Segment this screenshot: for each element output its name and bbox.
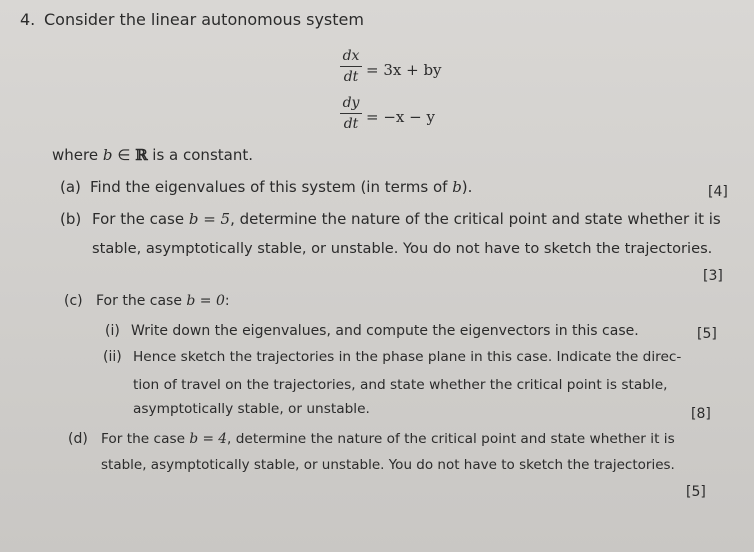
part-c-end: : [224, 293, 230, 309]
part-a-marks: [4] [708, 184, 728, 200]
part-b-text1a: For the case [92, 210, 189, 228]
part-b-label: (b) [60, 210, 82, 228]
part-a-text [90, 178, 472, 196]
eq2-fraction-bar [340, 113, 362, 114]
part-d-line2: stable, asymptotically stable, or unstable. You do not have to sketch the trajectories. [101, 457, 675, 473]
part-d-text1a: For the case [101, 431, 190, 447]
part-cii-line3: asymptotically stable, or unstable. [133, 401, 370, 417]
eq2-rhs: = −x − y [366, 108, 435, 126]
part-d-eq: b = 4 [189, 431, 228, 447]
eq1-fraction-bar [340, 66, 362, 67]
where-post: is a constant. [147, 146, 253, 164]
part-cii-line1: Hence sketch the trajectories in the phase plane in this case. Indicate the direc- [133, 349, 682, 365]
where-mid: ∈ [112, 146, 136, 164]
part-a-label: (a) [60, 178, 81, 196]
part-d-text1b: , determine the nature of the critical point and state whether it is [227, 431, 675, 447]
part-b-marks: [3] [703, 268, 723, 284]
part-b-line1 [92, 210, 721, 228]
question-intro: Consider the linear autonomous system [44, 10, 364, 29]
part-b-eq: b = 5 [188, 210, 231, 228]
part-c-eq: b = 0 [186, 293, 225, 309]
where-set: ℝ [135, 146, 148, 164]
part-a-body: Find the eigenvalues of this system (in terms of [90, 178, 453, 196]
part-ci-label: (i) [105, 323, 120, 339]
part-a-var: b [452, 178, 462, 196]
eq2-numerator: dy [342, 95, 360, 111]
part-d-line1 [101, 430, 675, 448]
part-ci-text: Write down the eigenvalues, and compute the eigenvectors in this case. [131, 323, 639, 339]
part-d-marks: [5] [686, 484, 706, 500]
where-line [52, 146, 253, 164]
eq1-denominator: dt [343, 69, 359, 85]
part-cii-label: (ii) [103, 349, 122, 365]
where-pre: where [52, 146, 103, 164]
part-ci-marks: [5] [697, 326, 717, 342]
part-b-line2: stable, asymptotically stable, or unstable. You do not have to sketch the trajectories. [92, 240, 713, 257]
eq2-fraction [340, 95, 362, 132]
part-c-text: For the case [96, 293, 187, 309]
part-c-line [96, 292, 230, 310]
where-var: b [102, 146, 113, 164]
part-d-label: (d) [68, 431, 88, 447]
part-cii-marks: [8] [691, 406, 711, 422]
part-a-end: ). [461, 178, 473, 196]
part-c-label: (c) [64, 293, 83, 309]
question-number: 4. [20, 10, 36, 29]
eq1-numerator: dx [342, 48, 360, 64]
part-b-text1b: , determine the nature of the critical point and state whether it is [230, 210, 721, 228]
eq2-denominator: dt [343, 116, 359, 132]
eq1-fraction [340, 48, 362, 85]
part-cii-line2: tion of travel on the trajectories, and state whether the critical point is stable, [133, 377, 668, 393]
eq1-rhs: = 3x + by [366, 61, 442, 79]
